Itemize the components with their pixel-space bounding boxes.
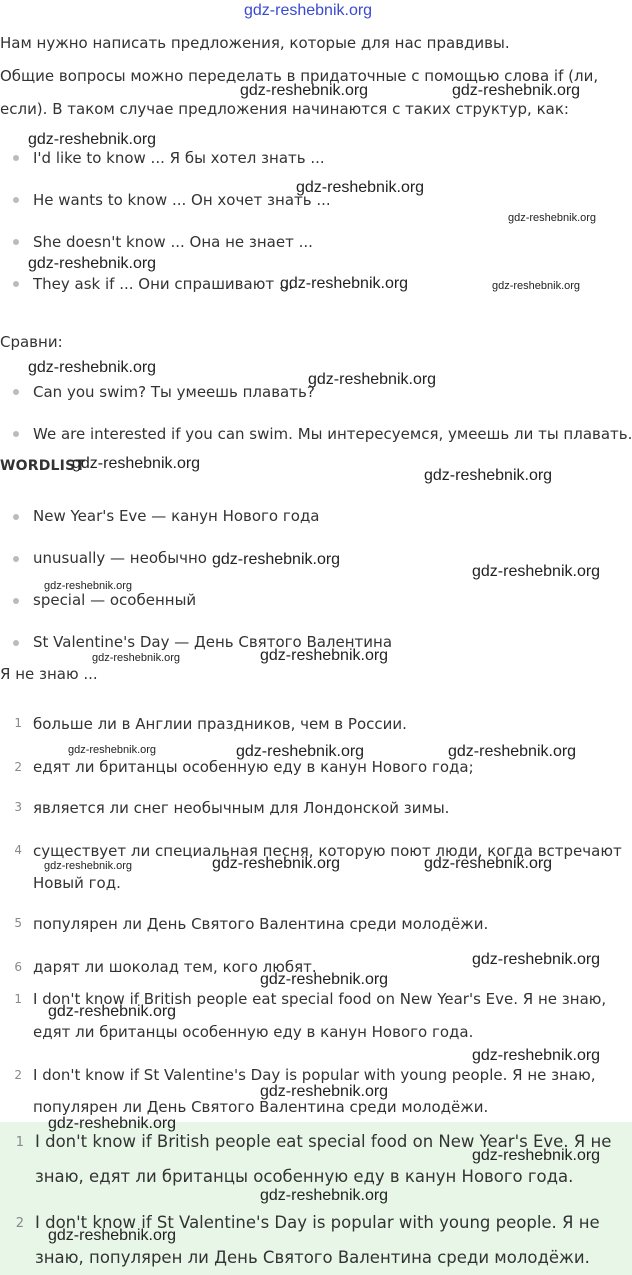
list-item: He wants to know ... Он хочет знать ...: [33, 191, 331, 209]
compare-label: Сравни:: [0, 333, 63, 351]
list-item: I'd like to know ... Я бы хотел знать ...: [33, 149, 325, 167]
watermark: gdz-reshebnik.org: [260, 1083, 389, 1100]
bullet-icon: [13, 598, 19, 604]
list-item-continuation: Новый год.: [33, 874, 121, 892]
watermark: gdz-reshebnik.org: [28, 255, 157, 272]
watermark: gdz-reshebnik.org: [452, 82, 581, 99]
watermark: gdz-reshebnik.org: [72, 455, 201, 472]
item-number: 1: [14, 992, 22, 1006]
watermark: gdz-reshebnik.org: [44, 580, 133, 592]
watermark: gdz-reshebnik.org: [240, 82, 369, 99]
answer-line: едят ли британцы особенную еду в канун Нового года.: [33, 1023, 474, 1041]
item-number: 6: [14, 960, 22, 974]
watermark: gdz-reshebnik.org: [424, 855, 553, 872]
watermark: gdz-reshebnik.org: [280, 275, 409, 292]
answer-line: I don't know if St Valentine's Day is popular with young people. Я не: [35, 1213, 600, 1232]
item-number: 2: [14, 760, 22, 774]
watermark: gdz-reshebnik.org: [260, 1187, 389, 1204]
watermark: gdz-reshebnik.org: [472, 951, 601, 968]
list-item: дарят ли шоколад тем, кого любят.: [33, 958, 317, 976]
bullet-icon: [13, 389, 19, 395]
watermark: gdz-reshebnik.org: [48, 1003, 177, 1020]
list-item: We are interested if you can swim. Мы интересуемся, умеешь ли ты плавать.: [33, 425, 632, 443]
watermark: gdz-reshebnik.org: [236, 743, 365, 760]
watermark: gdz-reshebnik.org: [508, 212, 597, 224]
list-item: She doesn't know ... Она не знает ...: [33, 233, 313, 251]
bullet-icon: [13, 239, 19, 245]
list-item: существует ли специальная песня, которую поют люди, когда встречают: [33, 842, 622, 860]
list-item: St Valentine's Day — День Святого Валентина: [33, 633, 393, 651]
watermark: gdz-reshebnik.org: [296, 179, 425, 196]
watermark: gdz-reshebnik.org: [28, 359, 157, 376]
watermark: gdz-reshebnik.org: [424, 467, 553, 484]
watermark-top: gdz-reshebnik.org: [244, 2, 373, 19]
item-number: 2: [15, 1216, 24, 1231]
watermark: gdz-reshebnik.org: [260, 647, 389, 664]
answer-line: I don't know if British people eat special food on New Year's Eve. Я не знаю,: [33, 990, 607, 1008]
bullet-icon: [13, 197, 19, 203]
bullet-icon: [13, 155, 19, 161]
list-item: They ask if ... Они спрашивают ...: [33, 275, 294, 293]
watermark: gdz-reshebnik.org: [92, 652, 181, 664]
item-number: 5: [14, 916, 22, 930]
list-item: Can you swim? Ты умеешь плавать?: [33, 383, 315, 401]
watermark: gdz-reshebnik.org: [48, 1115, 177, 1132]
watermark: gdz-reshebnik.org: [472, 1047, 601, 1064]
list-item: unusually — необычно: [33, 549, 207, 567]
bullet-icon: [13, 431, 19, 437]
intro-paragraph-2-line-2: если). В таком случае предложения начинаются с таких структур, как:: [0, 100, 569, 118]
answer-line: I don't know if St Valentine's Day is popular with young people. Я не знаю,: [33, 1066, 596, 1084]
watermark: gdz-reshebnik.org: [68, 744, 157, 756]
list-item: special — особенный: [33, 591, 197, 609]
bullet-icon: [13, 281, 19, 287]
watermark: gdz-reshebnik.org: [48, 1227, 177, 1244]
intro-paragraph-1: Нам нужно написать предложения, которые для нас правдивы.: [0, 34, 510, 52]
watermark: gdz-reshebnik.org: [472, 563, 601, 580]
watermark: gdz-reshebnik.org: [308, 371, 437, 388]
watermark: gdz-reshebnik.org: [492, 280, 581, 292]
watermark: gdz-reshebnik.org: [212, 551, 341, 568]
answer-line: популярен ли День Святого Валентина среди молодёжи.: [33, 1098, 489, 1116]
watermark: gdz-reshebnik.org: [260, 971, 389, 988]
watermark: gdz-reshebnik.org: [212, 855, 341, 872]
answer-line: знаю, популярен ли День Святого Валентина среди молодёжи.: [35, 1248, 590, 1267]
bullet-icon: [13, 556, 19, 562]
item-number: 3: [14, 800, 22, 814]
item-number: 4: [14, 843, 22, 857]
watermark: gdz-reshebnik.org: [28, 131, 157, 148]
list-item: едят ли британцы особенную еду в канун Нового года;: [33, 758, 474, 776]
answer-line: знаю, едят ли британцы особенную еду в канун Нового года.: [35, 1167, 574, 1186]
watermark: gdz-reshebnik.org: [472, 1147, 601, 1164]
item-number: 1: [14, 716, 22, 730]
list-item: популярен ли День Святого Валентина среди молодёжи.: [33, 915, 489, 933]
list-item: New Year's Eve — канун Нового года: [33, 507, 320, 525]
watermark: gdz-reshebnik.org: [44, 860, 133, 872]
watermark: gdz-reshebnik.org: [448, 743, 577, 760]
answer-line: I don't know if British people eat special food on New Year's Eve. Я не: [35, 1132, 612, 1151]
wordlist-title: WORDLIST: [0, 458, 86, 474]
bullet-icon: [13, 640, 19, 646]
list-item: больше ли в Англии праздников, чем в России.: [33, 715, 407, 733]
item-number: 1: [15, 1135, 24, 1150]
intro-paragraph-2-line-1: Общие вопросы можно переделать в придаточные с помощью слова if (ли,: [0, 67, 599, 85]
item-number: 2: [14, 1068, 22, 1082]
bullet-icon: [13, 514, 19, 520]
list-item: является ли снег необычным для Лондонской зимы.: [33, 799, 450, 817]
dont-know-label: Я не знаю ...: [0, 665, 98, 683]
